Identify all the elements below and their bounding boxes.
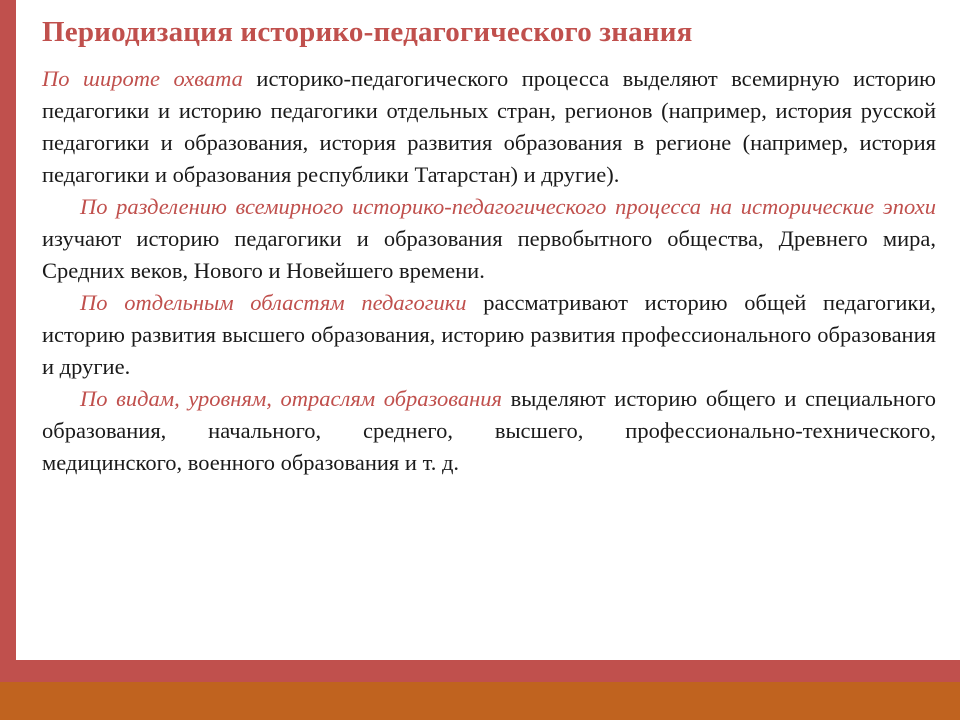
footer-bar	[0, 682, 960, 720]
left-accent-bar	[0, 0, 16, 660]
paragraph-4-rest: выделяют историю общего и специального образования, начального, среднего, высшего, профессионально-технического, медицинского, военного образования и т. д.	[42, 385, 936, 475]
paragraph-1	[42, 63, 936, 191]
paragraph-3-rest: рассматривают историю общей педагогики, историю развития высшего образования, историю развития профессионального образования и другие.	[42, 289, 936, 379]
paragraph-1-lead: По широте охвата	[42, 66, 243, 92]
paragraph-2-rest: изучают историю педагогики и образования первобытного общества, Древнего мира, Средних веков, Нового и Новейшего времени.	[42, 226, 936, 283]
paragraph-4	[42, 383, 936, 479]
footer-accent-bar	[0, 660, 960, 682]
paragraph-3	[42, 287, 936, 383]
paragraph-3-lead: По отдельным областям педагогики	[80, 289, 467, 315]
paragraph-2-lead: По разделению всемирного историко-педагогического процесса на исторические эпохи	[80, 194, 936, 220]
paragraph-4-lead: По видам, уровням, отраслям образования	[80, 385, 502, 411]
body-text	[42, 63, 936, 478]
slide-content	[16, 0, 960, 660]
page-title: Периодизация историко-педагогического знания	[42, 16, 693, 48]
paragraph-1-rest: историко-педагогического процесса выделяют всемирную историю педагогики и историю педагогики отдельных стран, регионов (например, история русской педагогики и образования, история развития образования в регионе (например, история педагогики и образования республики Татарстан) и другие).	[42, 66, 936, 188]
paragraph-2	[42, 191, 936, 287]
